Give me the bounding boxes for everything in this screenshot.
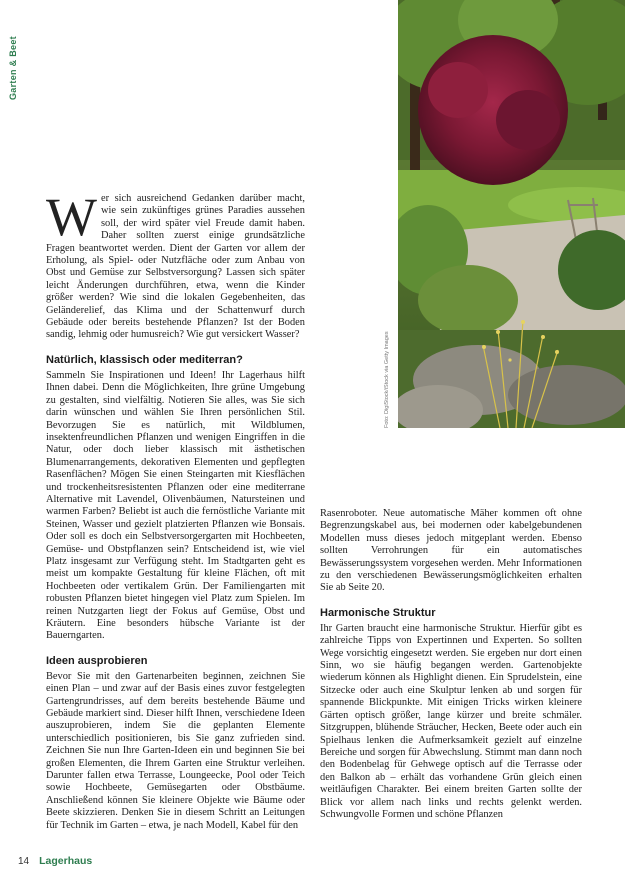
page-footer [18,855,92,867]
heading-ideas: Ideen ausprobieren [46,654,148,667]
structure-paragraph: Ihr Garten braucht eine harmonische Struktur. Hierfür gibt es zahlreiche Tipps von Expertinnen und Experten. So sollten Wege vorsichtig eingesetzt werden. Sie ergeben nur dort einen Sinn, wo sie häufig begangen werden. Gartenobjekte wiederum können als Highlight dienen. Ein Sprudelstein, eine Sitzecke oder auch eine Skulptur lenken ab und sorgen für spannende Blickpunkte. Mit einigen Tricks wirken kleinere Gärten optisch größer, lange kürzer und breite schmäler. Sitzgruppen, blühende Sträucher, Hecken, Beete oder auch ein Spielhaus lenken die Aufmerksamkeit gezielt auf einzelne Bereiche und sorgen für Abwechslung. Stimmt man dann noch den Bodenbelag für Gehwege optisch auf die Terrasse oder den Balkon ab – erhält das vorhandene Grün gleich einen weitläufigen Charakter. Bei einem breiten Garten sollte der Blick vor allem nach links und rechts gelenkt werden. Schwungvolle Formen und schöne Pflanzen [320,622,582,820]
garden-photo [398,0,625,428]
section-label: Garten & Beet [8,36,18,100]
style-paragraph: Sammeln Sie Inspirationen und Ideen! Ihr Lagerhaus hilft Ihnen dabei. Denn die Möglichkeiten, Ihre grüne Umgebung zu gestalten, sind vielfältig. Notieren Sie alles, was Sie sich darin wünschen und wählen Sie Ihren persönlichen Stil. Bevorzugen Sie es natürlich, mit Wildblumen, insektenfreundlichen Pflanzen und wenigen Eingriffen in die Natur, oder doch lieber klassisch mit ästhetischen Blumenarrangements, dekorativen Elementen und gepflegten Rasenflächen? Mögen Sie einen Steingarten mit Kiesflächen und trockenheitsresistenten Pflanzen oder eine mediterrane Alternative mit Lavendel, Olivenbäumen, Natursteinen und warmen Farben? Beliebt ist auch die fernöstliche Variante mit Steinen, Wasser und gezielt platzierten Pflanzen wie Bonsais. Oder soll es doch ein Selbstversorgergarten mit Hochbeeten, Gemüse- und Obstpflanzen sein? Entscheidend ist, wie viel Platz insgesamt zur Verfügung steht. Im Stadtgarten geht es meist um kompakte Gestaltung für kleine Flächen, oft mit Hochbeeten oder vertikalem Grün. Der Familiengarten mit robusten Pflanzen bietet hingegen viel Platz zum Spielen. Im reinen Nutzgarten liegt der Fokus auf Gemüse, Obst und Kräutern. Eine besonders hübsche Variante ist der Bauerngarten. [46,369,305,642]
column-right [320,508,582,821]
photo-credit: Foto: DigiStock/iStock via Getty Images [384,331,390,428]
drop-cap: W [46,187,97,247]
brand-logo: Lagerhaus [39,855,93,867]
heading-structure: Harmonische Struktur [320,606,436,619]
ideas-paragraph-continued: Rasenroboter. Neue automatische Mäher kommen oft ohne Begrenzungskabel aus, bei modernen oder kabelgebundenen Modellen muss dieses jedoch mitgeplant werden. Ebenso sollten Verrohrungen für ein automatisches Bewässerungssystem vorgesehen werden. Mehr Informationen zu den verschiedenen Bewässerungsmöglichkeiten erhalten Sie ab Seite 20. [320,508,582,594]
intro-text: er sich ausreichend Gedanken darüber macht, wie sein zukünftiges grünes Paradies aussehen soll, der wird später viel Freude damit haben. Daher sollten zuerst einige grundsätzliche Fragen beantwortet werden. Dient der Garten vor allem der Erholung, als Spiel- oder Nutzfläche oder zum Anbau von Obst und Gemüse zur Selbstversorgung? Lassen sich später leicht Änderungen durchführen, etwa, wenn die Kinder größer werden? Wie sind die lokalen Gegebenheiten, das Geländerelief, das Klima und der Schattenwurf durch Gebäude oder bereits bestehende Pflanzen? Ist der Boden sandig, lehmig oder humusreich? Wie gut versickert Wasser? [46,193,305,341]
column-left [46,187,305,832]
intro-paragraph [46,187,305,342]
page-number: 14 [18,856,30,867]
heading-style: Natürlich, klassisch oder mediterran? [46,353,243,366]
ideas-paragraph: Bevor Sie mit den Gartenarbeiten beginnen, zeichnen Sie einen Plan – und zwar auf der Basis eines zuvor festgelegten Gartengrundrisses, auf dem bereits bestehende Bäume und Gebäude markiert sind. Dieser hilft Ihnen, verschiedene Ideen auszuprobieren, indem Sie die geplanten Elemente unterschiedlich positionieren, bis Sie ganz zufrieden sind. Zeichnen Sie nun Ihre Garten-Ideen ein und beginnen Sie bei großen Elementen, die Ihrem Garten eine Struktur verleihen. Darunter fallen etwa Terrasse, Loungeecke, Pool oder Teich sowie Hochbeete, Gemüsegarten oder Obstbäume. Anschließend können Sie kleinere Objekte wie Bäume oder Beete skizzieren. Denken Sie in diesem Schritt an Leitungen für Technik im Garten – etwa, je nach Modell, Kabel für den [46,670,305,831]
